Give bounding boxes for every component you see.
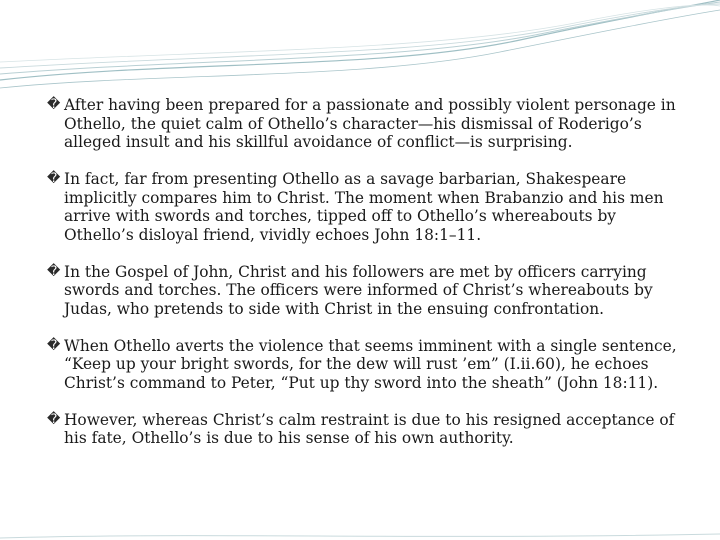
bullet-icon: � [47,263,61,279]
bullet-text: In fact, far from presenting Othello as a savage barbarian, Shakespeare implicitly compares him to Christ. The moment when Brabanzio and his men arrive with swords and torches, tipped off to Othello’s whereabouts by Othello’s disloyal friend, vividly echoes John 18:1–11. [64,170,664,244]
bullet-icon: � [47,411,61,427]
bullet-item [47,337,687,393]
bullet-item [47,170,687,244]
bullet-icon: � [47,337,61,353]
bullet-text: When Othello averts the violence that seems imminent with a single sentence, “Keep up your bright swords, for the dew will rust ’em” (I.ii.60), he echoes Christ’s command to Peter, “Put up thy sword into the sheath” (John 18:11). [64,336,677,392]
footer-wave-decoration [0,528,720,540]
bullet-text: After having been prepared for a passionate and possibly violent personage in Othello, the quiet calm of Othello’s character—his dismissal of Roderigo’s alleged insult and his skillful avoidance of conflict—is surprising. [64,96,676,151]
bullet-icon: � [47,171,61,186]
bullet-item [47,263,687,319]
bullet-icon: � [47,97,61,112]
header-wave-decoration [0,0,720,100]
slide-body [47,96,687,466]
bullet-item [47,96,687,152]
bullet-text: In the Gospel of John, Christ and his followers are met by officers carrying swords and torches. The officers were informed of Christ’s whereabouts by Judas, who pretends to side with Christ in the ensuing confrontation. [64,262,653,318]
bullet-item [47,411,687,448]
bullet-text: However, whereas Christ’s calm restraint is due to his resigned acceptance of his fate, Othello’s is due to his sense of his own authority. [64,410,675,447]
